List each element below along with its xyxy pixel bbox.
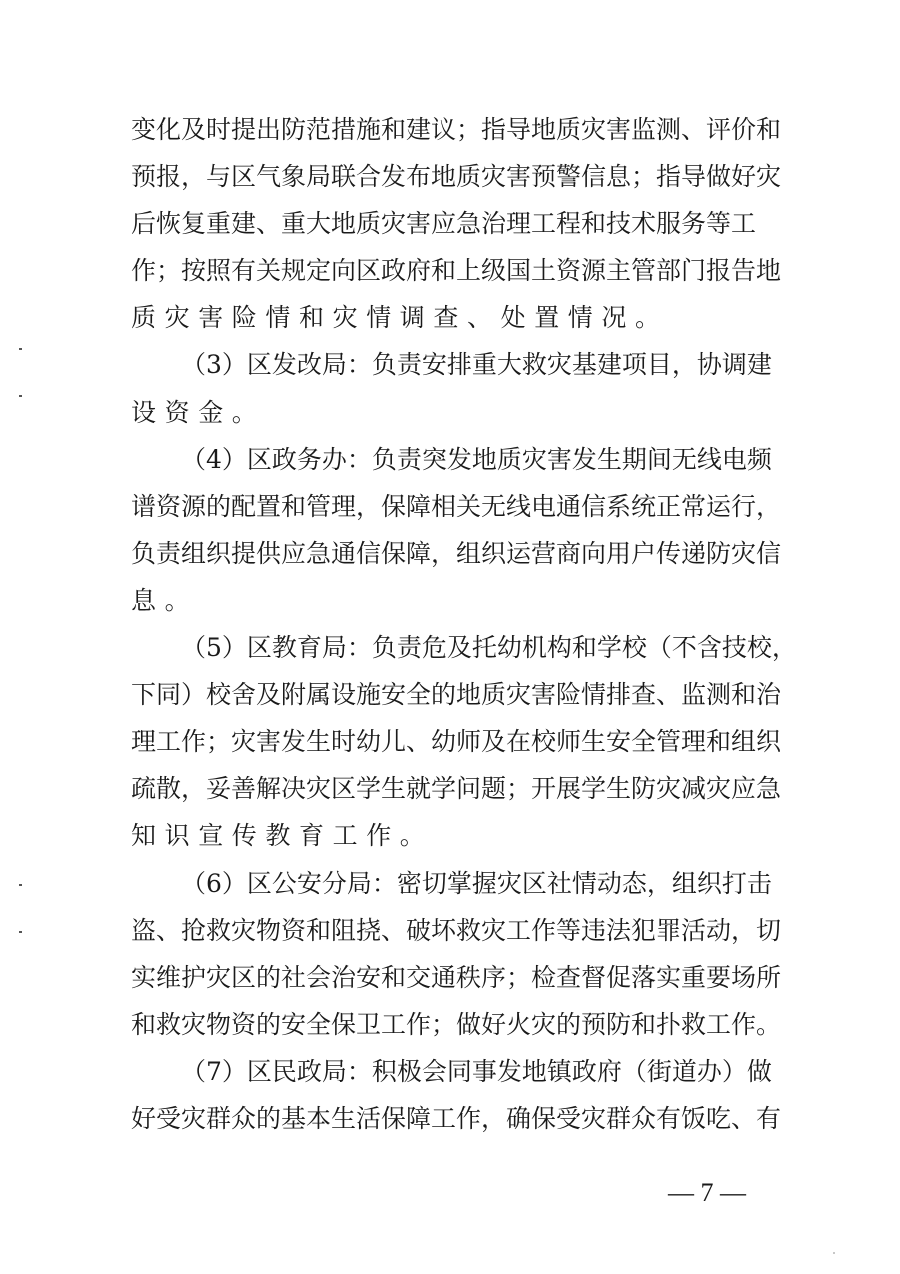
paragraph-7-heading-line: （7）区民政局：积极会同事发地镇政府（街道办）做 (181, 1056, 772, 1086)
text-line: 谱资源的配置和管理，保障相关无线电通信系统正常运行， (131, 491, 782, 521)
text-line: 变化及时提出防范措施和建议；指导地质灾害监测、评价和 (131, 115, 782, 144)
scan-speck (833, 1252, 835, 1254)
paragraph-5-heading-line: （5）区教育局：负责危及托幼机构和学校（不含技校， (181, 633, 797, 663)
text-line: 质灾害险情和灾情调查、处置情况。 (131, 303, 669, 333)
text-line: 疏散，妥善解决灾区学生就学问题；开展学生防灾减灾应急 (131, 774, 782, 804)
text-line: 理工作；灾害发生时幼儿、幼师及在校师生安全管理和组织 (131, 727, 782, 757)
binding-mark (19, 395, 22, 397)
paragraph-6-heading-line: （6）区公安分局：密切掌握灾区社情动态，组织打击 (181, 868, 772, 898)
text-line: 下同）校舍及附属设施安全的地质灾害险情排查、监测和治 (131, 680, 782, 710)
text-line: 好受灾群众的基本生活保障工作，确保受灾群众有饭吃、有 (131, 1103, 782, 1133)
text-line: 负责组织提供应急通信保障，组织运营商向用户传递防灾信 (131, 538, 782, 568)
text-line: 知识宣传教育工作。 (131, 821, 434, 851)
text-line: 和救灾物资的安全保卫工作；做好火灾的预防和扑救工作。 (131, 1009, 782, 1039)
text-line: 预报，与区气象局联合发布地质灾害预警信息；指导做好灾 (131, 162, 782, 192)
text-line: 作；按照有关规定向区政府和上级国土资源主管部门报告地 (131, 256, 782, 286)
text-line: 后恢复重建、重大地质灾害应急治理工程和技术服务等工 (131, 209, 757, 239)
body-text (131, 106, 797, 1142)
text-line: 盗、抢救灾物资和阻挠、破坏救灾工作等违法犯罪活动，切 (131, 915, 782, 945)
text-line: 息。 (131, 585, 199, 615)
binding-mark (19, 884, 22, 886)
page-number: — 7 — (668, 1178, 746, 1207)
text-line: 实维护灾区的社会治安和交通秩序；检查督促落实重要场所 (131, 962, 782, 992)
binding-mark (19, 931, 22, 933)
paragraph-4-heading-line: （4）区政务办：负责突发地质灾害发生期间无线电频 (181, 444, 772, 474)
binding-mark (19, 348, 22, 350)
paragraph-3-heading-line: （3）区发改局：负责安排重大救灾基建项目，协调建 (181, 350, 772, 380)
text-line: 设资金。 (131, 397, 266, 427)
